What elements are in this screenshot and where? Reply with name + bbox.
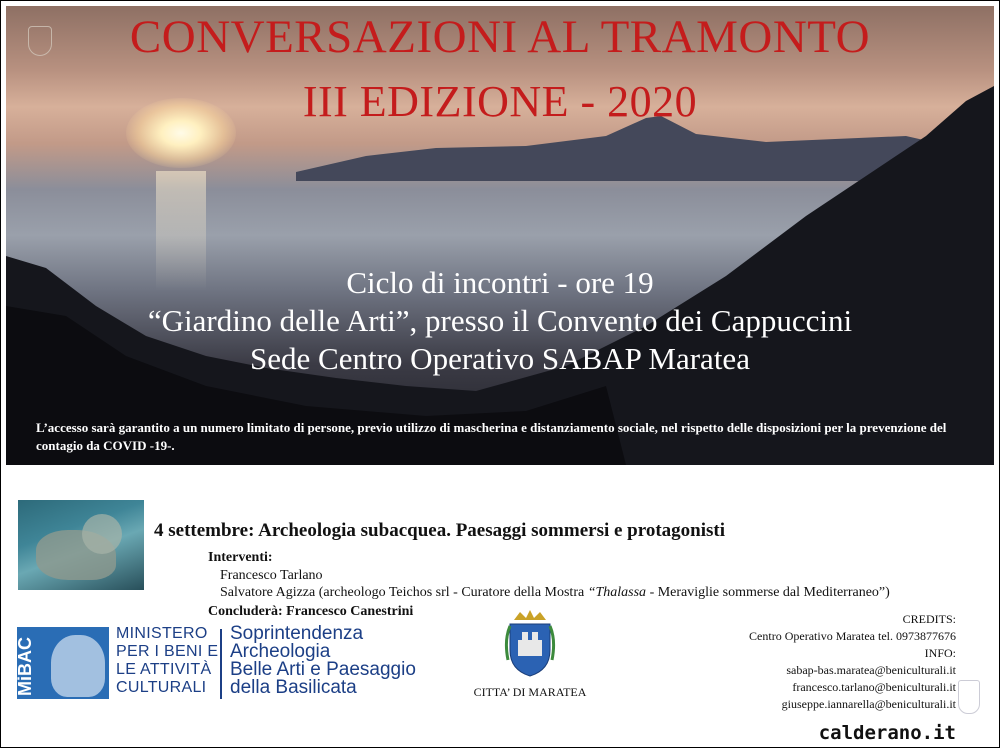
email-2[interactable]: francesco.tarlano@beniculturali.it [792, 680, 956, 694]
sopr-line-2: Archeologia [230, 641, 331, 662]
email-1[interactable]: sabap-bas.maratea@beniculturali.it [786, 663, 956, 677]
access-notice: L’accesso sarà garantito a un numero limitato di persone, previo utilizzo di mascherina e distanziamento sociale, nel rispetto delle disposizioni per la prevenzione del contagio da COVID -19-. [36, 420, 947, 453]
cycle-line-2: “Giardino delle Arti”, presso il Convento dei Cappuccini [147, 303, 853, 338]
ministero-line-4: CULTURALI [116, 679, 207, 696]
speaker-2-prefix: Salvatore Agizza (archeologo Teichos srl - Curatore della Mostra [220, 585, 588, 600]
ministero-line-1: MINISTERO [116, 625, 208, 642]
speaker-2-suffix: - Meraviglie sommerse dal Mediterraneo”) [646, 585, 890, 600]
sunset-photo [6, 6, 994, 465]
speaker-2-italic: “Thalassa [587, 585, 647, 600]
mibac-letters: MiBAC [15, 637, 35, 697]
soprintendenza-text [230, 625, 416, 697]
sopr-line-1: Soprintendenza [230, 623, 364, 644]
logo-divider [220, 629, 222, 699]
title-line-1: CONVERSAZIONI AL TRAMONTO [129, 11, 871, 63]
octopus-shape [82, 514, 122, 554]
cycle-line-3: Sede Centro Operativo SABAP Maratea [250, 341, 750, 376]
coastline-silhouette [6, 6, 994, 465]
email-3[interactable]: giuseppe.iannarella@beniculturali.it [781, 697, 956, 711]
citta-label: CITTA’ DI MARATEA [473, 685, 587, 699]
interventi-label: Interventi: [208, 550, 273, 565]
credits-line: Centro Operativo Maratea tel. 0973877676 [749, 629, 956, 643]
head-icon [51, 635, 105, 697]
event-heading: 4 settembre: Archeologia subacquea. Paesaggi sommersi e protagonisti [154, 520, 726, 541]
speaker-2 [220, 585, 890, 601]
maratea-coat-of-arms-icon [504, 610, 556, 678]
watermark: calderano.it [818, 722, 956, 744]
ministero-text [116, 625, 218, 697]
info-label: INFO: [924, 646, 956, 660]
sopr-line-3: Belle Arti e Paesaggio [230, 659, 416, 680]
small-crest-icon [958, 680, 980, 714]
speaker-1: Francesco Tarlano [220, 568, 323, 583]
credits-label: CREDITS: [902, 612, 956, 626]
closing-speaker: Concluderà: Francesco Canestrini [208, 604, 414, 619]
ministero-line-3: LE ATTIVITÀ [116, 661, 212, 678]
cycle-line-1: Ciclo di incontri - ore 19 [346, 265, 654, 300]
sopr-line-4: della Basilicata [230, 677, 357, 698]
credits-block [749, 611, 956, 713]
mibac-logo [17, 627, 109, 699]
underwater-photo [18, 500, 144, 590]
title-line-2: III EDIZIONE - 2020 [302, 77, 698, 126]
ministero-line-2: PER I BENI E [116, 643, 219, 660]
